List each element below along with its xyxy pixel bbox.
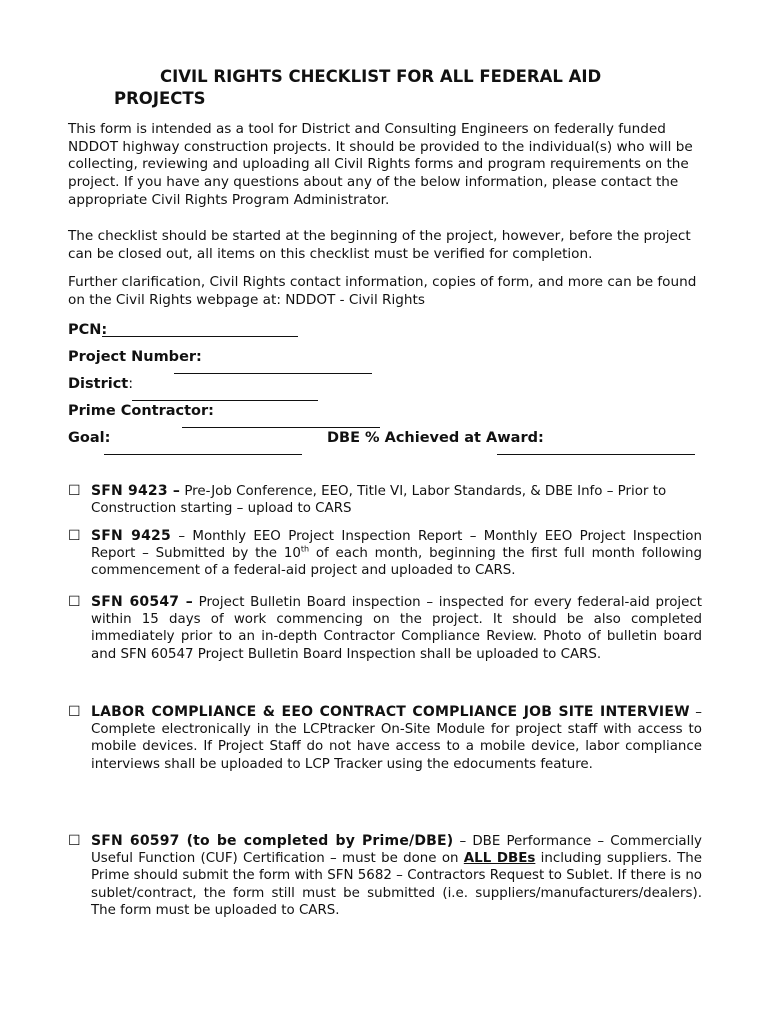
checkbox-icon[interactable]: ☐ bbox=[68, 528, 81, 544]
ordinal-suffix: th bbox=[300, 544, 310, 554]
intro-paragraph-webpage: Further clarification, Civil Rights contact information, copies of form, and more can be found on the Civil Rights webpage at: NDDOT - Civil Rights bbox=[68, 274, 697, 308]
item-description: – Monthly EEO Project Inspection Report – Monthly EEO Project Inspection Report – Submitted by the 10 bbox=[91, 529, 702, 562]
intro-paragraph-completion: The checklist should be started at the beginning of the project, however, before the project can be closed out, all items on this checklist must be verified for completion. bbox=[68, 228, 691, 262]
page-title: CIVIL RIGHTS CHECKLIST FOR ALL FEDERAL AID PROJECTS bbox=[114, 67, 602, 108]
checklist-item-sfn-60597 bbox=[68, 833, 702, 919]
checklist-item-job-site-interview bbox=[68, 704, 702, 773]
item-description: Pre-Job Conference, EEO, Title VI, Labor Standards, & DBE Info – Prior to Construction starting – upload to CARS bbox=[91, 484, 667, 517]
item-code: SFN 9425 bbox=[91, 528, 171, 544]
checkbox-icon[interactable]: ☐ bbox=[68, 594, 81, 610]
item-description: – DBE Performance – Commercially Useful Function (CUF) Certification – must be done on bbox=[91, 834, 702, 867]
checklist-item-sfn-9423 bbox=[68, 483, 702, 517]
item-code: SFN 60547 – bbox=[91, 594, 193, 610]
item-description: Project Bulletin Board inspection – inspected for every federal-aid project within 15 days of work commencing on the project. It should be also completed immediately prior to an in-depth Contractor Compliance Review. Photo of bulletin board and SFN 60547 Project Bulletin Board Inspection shall be uploaded to CARS. bbox=[91, 595, 702, 662]
checkbox-icon[interactable]: ☐ bbox=[68, 483, 81, 499]
all-dbes-emphasis: ALL DBEs bbox=[463, 851, 536, 867]
goal-label: Goal: bbox=[68, 430, 111, 446]
dbe-achieved-label: DBE % Achieved at Award: bbox=[327, 430, 544, 446]
item-description: – Complete electronically in the LCPtracker On-Site Module for project staff with access to mobile devices. If Project Staff do not have access to a mobile device, labor compliance interviews shall be uploaded to LCP Tracker using the edocuments feature. bbox=[91, 705, 702, 772]
dbe-achieved-underline bbox=[497, 454, 695, 455]
item-code: LABOR COMPLIANCE & EEO CONTRACT COMPLIANCE JOB SITE INTERVIEW bbox=[91, 704, 690, 720]
item-description-continued: including suppliers. The Prime should submit the form with SFN 5682 – Contractors Request to Sublet. If there is no sublet/contract, the form still must be submitted (i.e. suppliers/manufacturers/dealers). The form must be uploaded to CARS. bbox=[91, 851, 702, 918]
district-label: District: bbox=[68, 376, 134, 392]
project-number-underline bbox=[174, 373, 372, 374]
item-code: SFN 60597 (to be completed by Prime/DBE) bbox=[91, 833, 454, 849]
pcn-underline bbox=[102, 336, 298, 337]
pcn-label: PCN: bbox=[68, 322, 108, 338]
checklist-item-sfn-9425 bbox=[68, 528, 702, 580]
prime-contractor-underline bbox=[182, 427, 380, 428]
checkbox-icon[interactable]: ☐ bbox=[68, 833, 81, 849]
checkbox-icon[interactable]: ☐ bbox=[68, 704, 81, 720]
item-code: SFN 9423 – bbox=[91, 483, 181, 499]
intro-paragraph-purpose: This form is intended as a tool for District and Consulting Engineers on federally funded NDDOT highway construction projects. It should be provided to the individual(s) who will be collecting, reviewing and uploading all Civil Rights forms and program requirements on the project. If you have any questions about any of the below information, please contact the appropriate Civil Rights Program Administrator. bbox=[68, 121, 693, 208]
district-underline bbox=[132, 400, 318, 401]
prime-contractor-label: Prime Contractor: bbox=[68, 403, 214, 419]
project-number-label: Project Number: bbox=[68, 349, 202, 365]
goal-underline bbox=[104, 454, 302, 455]
item-description-continued: of each month, beginning the first full month following commencement of a federal-aid project and uploaded to CARS. bbox=[91, 546, 702, 579]
checklist-item-sfn-60547 bbox=[68, 594, 702, 663]
